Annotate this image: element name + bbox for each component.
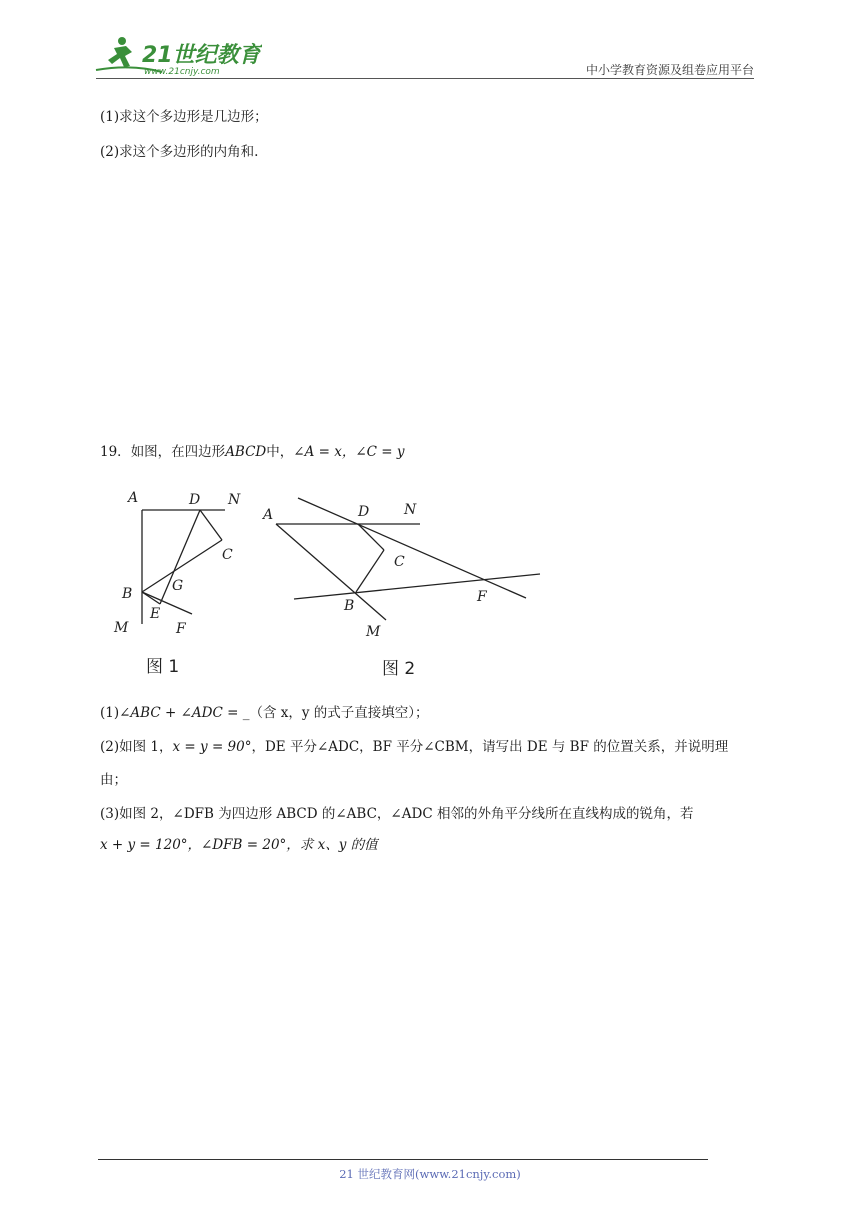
q19-stem xyxy=(100,442,405,462)
fig1-label-N: N xyxy=(228,492,241,508)
q19-part2-text: ，DE 平分∠ADC，BF 平分∠CBM，请写出 DE 与 BF 的位置关系，并说明理 xyxy=(251,739,729,755)
fig2-label-C: C xyxy=(394,554,405,570)
fig2-label-F: F xyxy=(477,589,487,605)
q19-part2-line1 xyxy=(100,737,728,757)
fig2-caption: 图 2 xyxy=(382,659,416,679)
fig2-label-M: M xyxy=(366,624,381,640)
fig1-caption: 图 1 xyxy=(146,657,180,677)
fig1-label-G: G xyxy=(172,578,184,594)
fig1-label-M: M xyxy=(114,620,129,636)
footer-divider xyxy=(98,1159,708,1160)
q19-part1-num: (1) xyxy=(100,705,120,721)
q19-part3-line1: (3)如图 2，∠DFB 为四边形 ABCD 的∠ABC，∠ADC 相邻的外角平分线所在直线构成的锐角，若 xyxy=(100,806,694,822)
fig1-label-A: A xyxy=(128,490,139,506)
fig1-label-F: F xyxy=(176,621,186,637)
logo-url-text: www.21cnjy.com xyxy=(144,67,220,77)
q19-part2-line2: 由； xyxy=(100,772,127,788)
header-divider xyxy=(96,78,754,79)
fig1-label-C: C xyxy=(222,547,233,563)
fig2-label-A: A xyxy=(263,507,274,523)
q19-condition: ∠A = x，∠C = y xyxy=(293,444,405,460)
platform-title: 中小学教育资源及组卷应用平台 xyxy=(585,63,754,77)
prev-question-part2: (2)求这个多边形的内角和. xyxy=(100,144,259,160)
q19-stem-pre: 如图，在四边形 xyxy=(130,444,226,460)
fig2-label-B: B xyxy=(344,598,355,614)
q19-part1 xyxy=(100,703,429,723)
q19-part2-prefix: (2)如图 1， xyxy=(100,739,173,755)
footer-text: 21 世纪教育网(www.21cnjy.com) xyxy=(339,1167,521,1181)
figure-2 xyxy=(258,480,548,680)
site-logo xyxy=(92,34,262,78)
q19-number: 19． xyxy=(100,444,131,460)
fig1-label-E: E xyxy=(150,606,161,622)
prev-question-part1: (1)求这个多边形是几边形； xyxy=(100,109,268,125)
q19-abcd: ABCD xyxy=(225,444,267,460)
figure-1 xyxy=(100,480,260,680)
q19-stem-mid: 中， xyxy=(266,444,294,460)
q19-part1-expr: ∠ABC + ∠ADC = _ xyxy=(119,705,250,721)
logo-main-text: 21世纪教育 xyxy=(142,43,261,68)
q19-part2-cond: x = y = 90° xyxy=(172,739,252,755)
fig1-label-B: B xyxy=(122,586,133,602)
fig2-label-D: D xyxy=(358,504,370,520)
fig1-label-D: D xyxy=(189,492,201,508)
fig2-label-N: N xyxy=(404,502,417,518)
q19-part1-post: （含 x，y 的式子直接填空）； xyxy=(249,705,429,721)
q19-part3-line2: x + y = 120°，∠DFB = 20°，求 x、y 的值 xyxy=(100,837,378,853)
